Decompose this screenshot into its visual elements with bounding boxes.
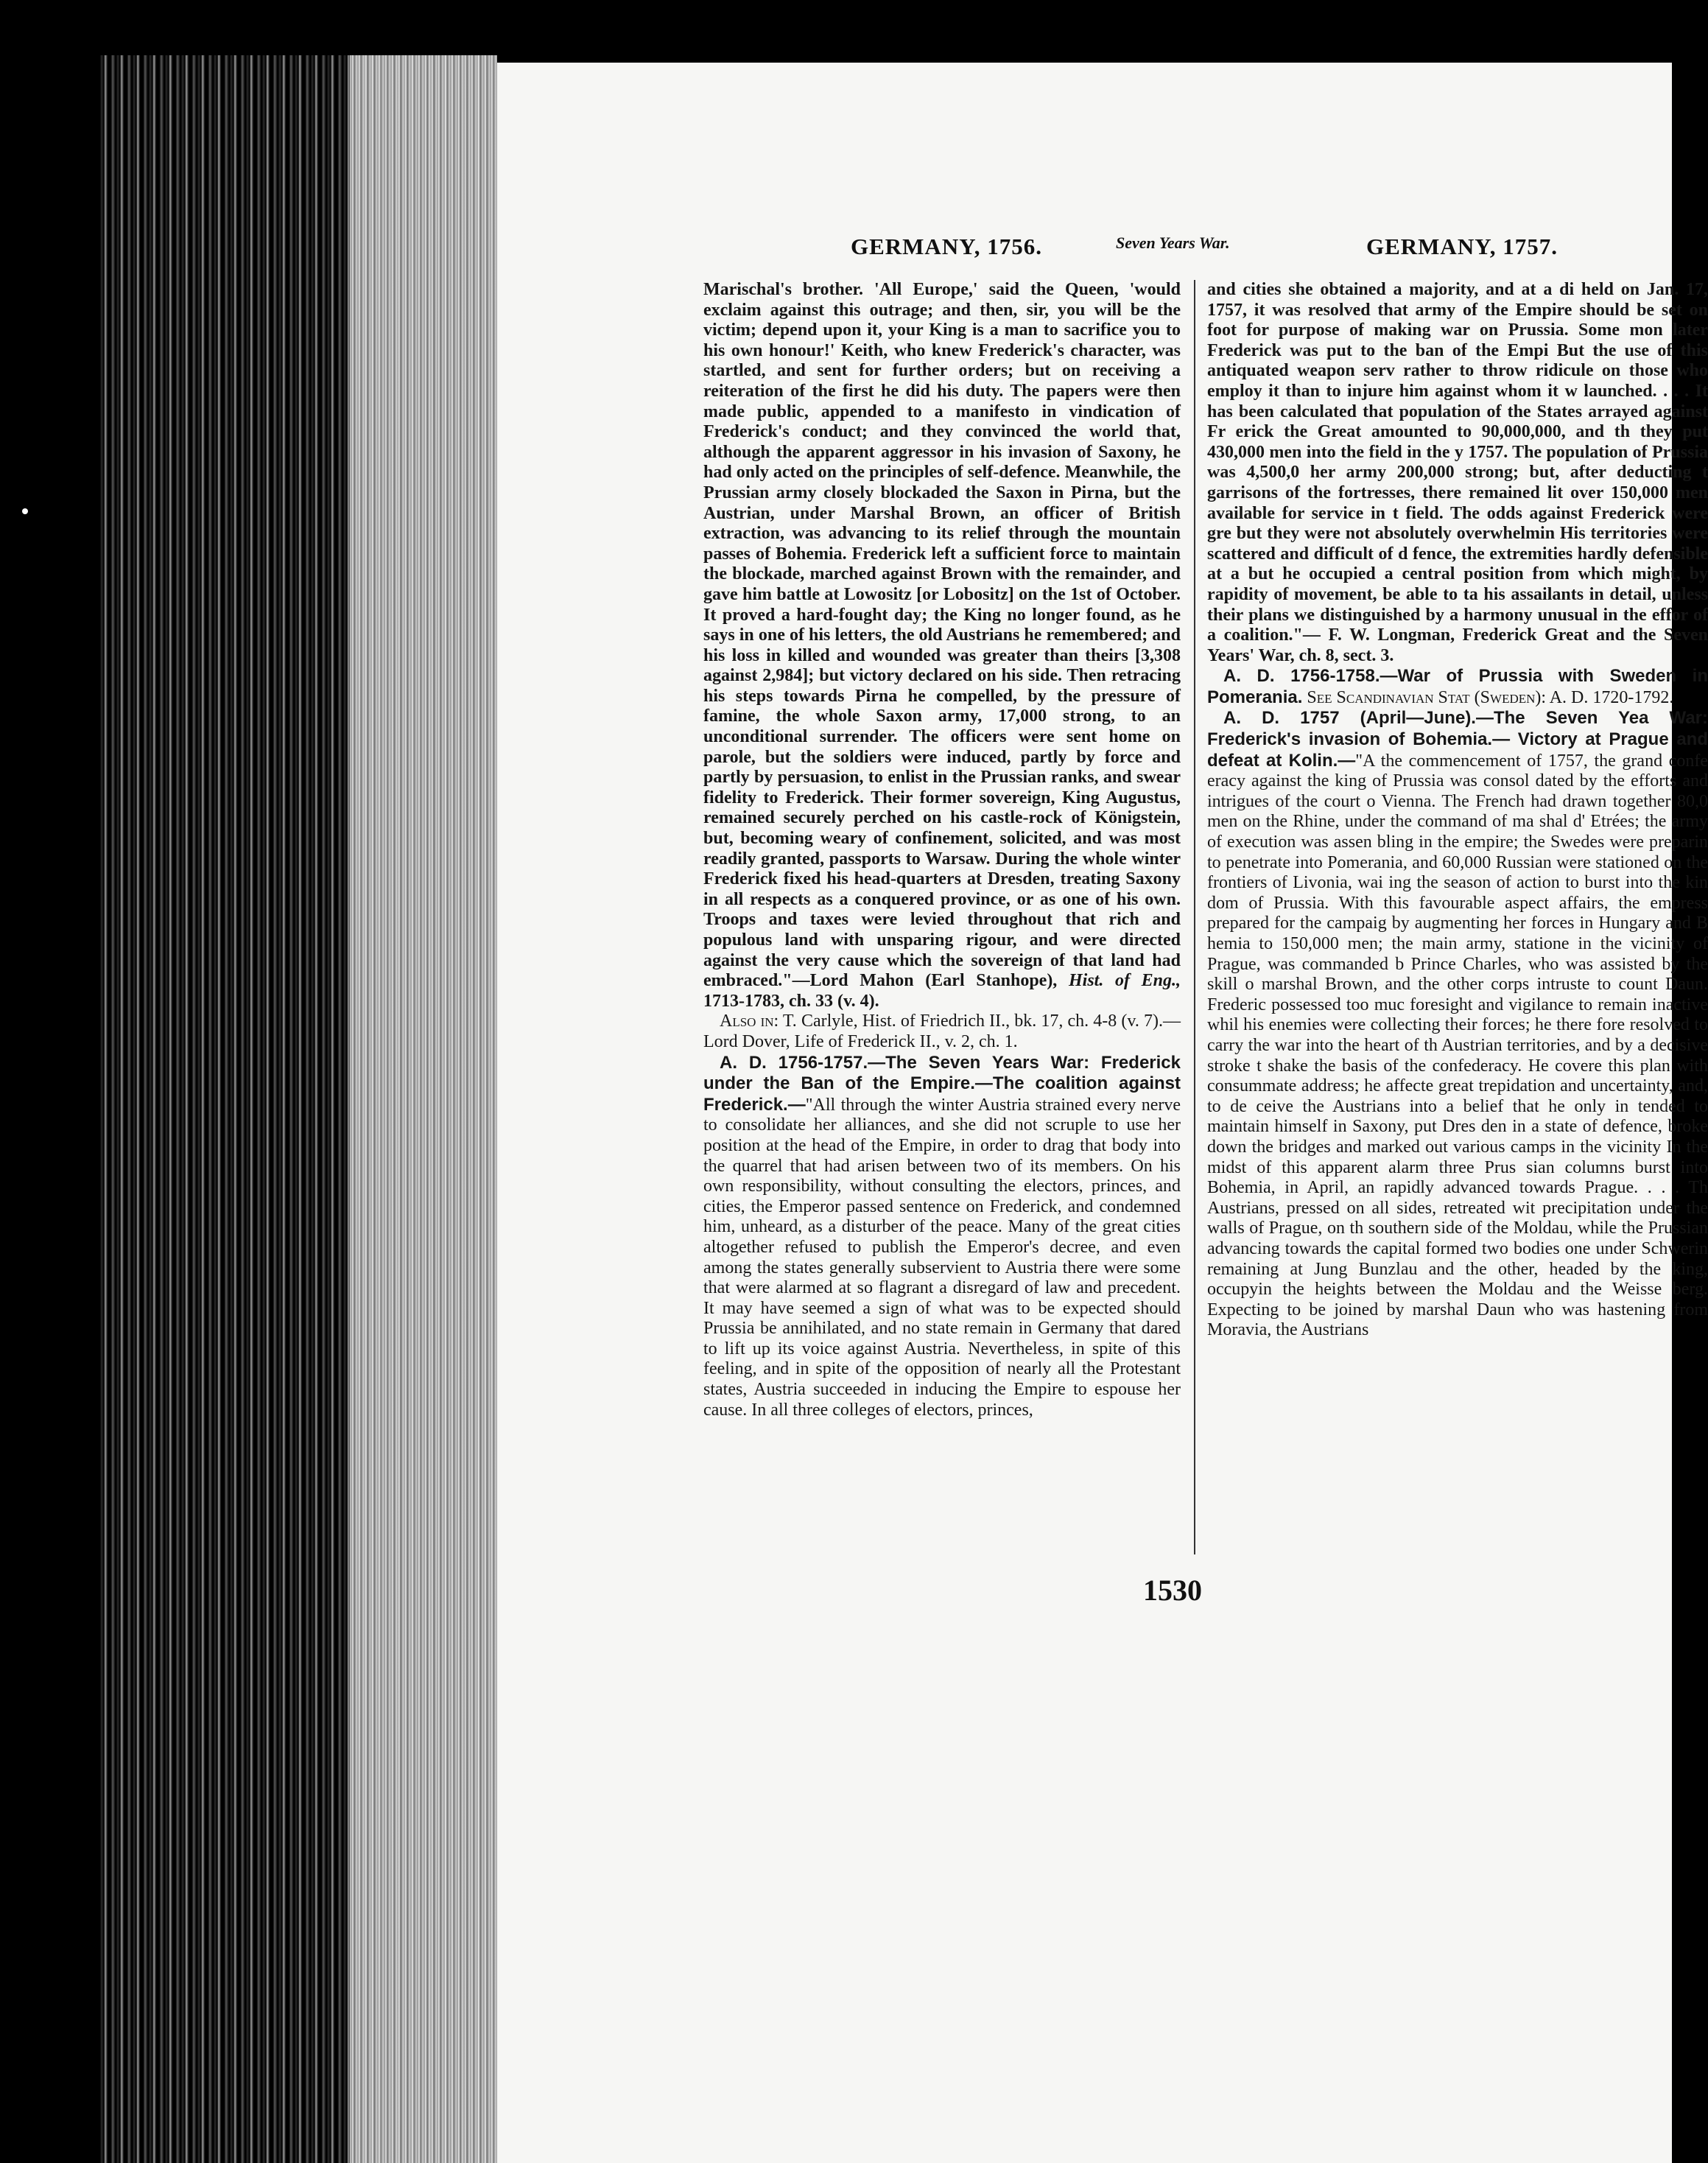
paragraph-text: and cities she obtained a majority, and at a di held on Jan. 17, 1757, it was resolved that army of the Empire should be set on foot for purpose of making war on Prussia. Some mon later Frederick was put to the ban of the Empi But the use of this antiquated weapon serv rather to throw ridicule on those who employ it than to injure him against whom it w launched. . . . It has been calculated that population of the States arrayed against Fr erick the Great amounted to 90,000,000, and th they put 430,000 men into the field in the y 1757. The population of Prussia was 4,500,0 her army 200,000 strong; but, after deducting t garrisons of the fortresses, there remained lit over 150,000 men available for service in t field. The odds against Frederick were gre but they were not absolutely overwhelmin His territories were scattered and difficult of d fence, the extremities hardly defensible at a but he occupied a central position from which might, by rapidity of movement, be able to ta his assailants in detail, unless their plans we distinguished by a harmony unusual in the effor of a coalition."— F. W. Longman, Frederick Great and the Seven Years' War, ch. 8, sect. 3.: [1207, 280, 1708, 665]
paragraph: [1207, 280, 1708, 666]
entry: [1207, 708, 1708, 1340]
paragraph: [703, 280, 1181, 1012]
running-head-left: GERMANY, 1756.: [851, 234, 1043, 259]
left-column: [703, 280, 1181, 1420]
page-number: 1530: [1143, 1574, 1202, 1607]
entry-text: "All through the winter Austria strained every nerve to consolidate her alliances, and she did not scruple to use her position at the head of the Empire, in order to drag that body into the quarrel that had arisen between two of its members. On his own responsibility, without consulting the electors, princes, and cities, the Emperor passed sentence on Frederick, and condemned him, unheard, as a disturber of the peace. Many of the great cities altogether refused to publish the Emperor's decree, and even among the states generally subservient to Austria there were some that were alarmed at so flagrant a disregard of law and precedent. It may have seemed a sign of what was to be expected should Prussia be annihilated, and no state remain in Germany that dared to lift up its voice against Austria. Nevertheless, in spite of this feeling, and in spite of the opposition of nearly all the Protestant states, Austria succeeded in inducing the Empire to espouse her cause. In all three colleges of electors, princes,: [703, 1095, 1181, 1420]
entry-text: See Scandinavian Stat (Sweden): A. D. 1720-1792.: [1307, 687, 1674, 707]
also-in-paragraph: [703, 1012, 1181, 1052]
also-in-text: T. Carlyle, Hist. of Friedrich II., bk. 17, ch. 4-8 (v. 7).—Lord Dover, Life of Frederick II., v. 2, ch. 1.: [703, 1012, 1181, 1051]
entry: [1207, 666, 1708, 708]
entry-text: "A the commencement of 1757, the grand confe eracy against the king of Prussia was consol dated by the efforts and intrigues of the court o Vienna. The French had drawn together 80,0 men on the Rhine, under the command of ma shal d' Etrées; the army of execution was assen bling in the empire; the Swedes were preparin to penetrate into Pomerania, and 60,000 Russian were stationed on the frontiers of Livonia, wai ing the season of action to burst into the kin dom of Prussia. With this favourable aspect affairs, the empress prepared for the campaig by augmenting her forces in Hungary and B hemia to 150,000 men; the main army, statione in the vicinity of Prague, was commanded b Prince Charles, who was assisted by the skill o marshal Brown, and the other corps intruste to count Daun. Frederic possessed too muc foresight and vigilance to remain inactive whil his enemies were collecting their forces; he there fore resolved to carry the war into the heart of th Austrian territories, and by a decisive stroke t shake the basis of the confederacy. He covere this plan with consummate address; he affecte great trepidation and uncertainty, and, to de ceive the Austrians into a belief that he only in tended to maintain himself in Saxony, put Dres den in a state of defence, broke down the bridges and marked out various camps in the vicinity In the midst of this apparent alarm three Prus sian columns burst into Bohemia, in April, an rapidly advanced towards Prague. . . . Th Austrians, pressed on all sides, retreated wit precipitation under the walls of Prague, on th southern side of the Moldau, while the Prussian advancing towards the capital formed two bodies one under Schwerin remaining at Jung Bunzlau and the other, headed by the king, occupyin the heights between the Moldau and the Weisse berg. Expecting to be joined by marshal Daun who was hastening from Moravia, the Austrians: [1207, 751, 1708, 1340]
entry: [703, 1053, 1181, 1421]
running-head-right: GERMANY, 1757.: [1366, 234, 1558, 259]
book-page: [497, 63, 1708, 2163]
citation: Hist. of Eng.,: [1068, 971, 1181, 991]
right-column: [1207, 280, 1708, 1341]
column-rule: [1194, 280, 1195, 1554]
entry-title: A. D. 1756-1758.—War of Prussia with Sweden in Pomerania.: [1207, 666, 1708, 707]
running-head-center: Seven Years War.: [1116, 234, 1230, 252]
also-in-label: Also in:: [720, 1012, 779, 1031]
citation-tail: 1713-1783, ch. 33 (v. 4).: [703, 991, 879, 1011]
dust-speck: [22, 508, 28, 514]
paragraph-text: Marischal's brother. 'All Europe,' said the Queen, 'would exclaim against this outrage; and then, sir, you will be the victim; depend upon it, your King is a man to sacrifice you to his own honour!' Keith, who knew Frederick's character, was startled, and sent for further orders; but on receiving a reiteration of the first he did his duty. The papers were then made public, appended to a manifesto in vindication of Frederick's conduct; and they convinced the world that, although the apparent aggressor in his invasion of Saxony, he had only acted on the principles of self-defence. Meanwhile, the Prussian army closely blockaded the Saxon in Pirna, but the Austrian, under Marshal Brown, an officer of British extraction, was advancing to its relief through the mountain passes of Bohemia. Frederick left a sufficient force to maintain the blockade, marched against Brown with the remainder, and gave him battle at Lowositz [or Lobositz] on the 1st of October. It proved a hard-fought day; the King no longer found, as he says in one of his letters, the old Austrians he remembered; and his loss in killed and wounded was greater than theirs [3,308 against 2,984]; but victory declared on his side. Then retracing his steps towards Pirna he compelled, by the pressure of famine, the whole Saxon army, 17,000 strong, to an unconditional surrender. The officers were sent home on parole, but the soldiers were induced, partly by force and partly by persuasion, to enlist in the Prussian ranks, and swear fidelity to Frederick. Their former sovereign, King Augustus, remained securely perched on his castle-rock of Königstein, but, becoming weary of confinement, solicited, and was most readily granted, passports to Warsaw. During the whole winter Frederick fixed his head-quarters at Dresden, treating Saxony in all respects as a conquered province, or as one of his own. Troops and taxes were levied throughout that rich and populous land with unsparing rigour, and were directed against the very cause which the sovereign of that land had embraced."—Lord Mahon (Earl Stanhope),: [703, 280, 1181, 991]
entry-title: A. D. 1757 (April—June).—The Seven Yea War: Frederick's invasion of Bohemia.— Victory at Prague and defeat at Kolin.—: [1207, 708, 1708, 771]
entry-title: A. D. 1756-1757.—The Seven Years War: Frederick under the Ban of the Empire.—The coalition against Frederick.—: [703, 1052, 1181, 1115]
book-page-edges: [99, 55, 497, 2163]
